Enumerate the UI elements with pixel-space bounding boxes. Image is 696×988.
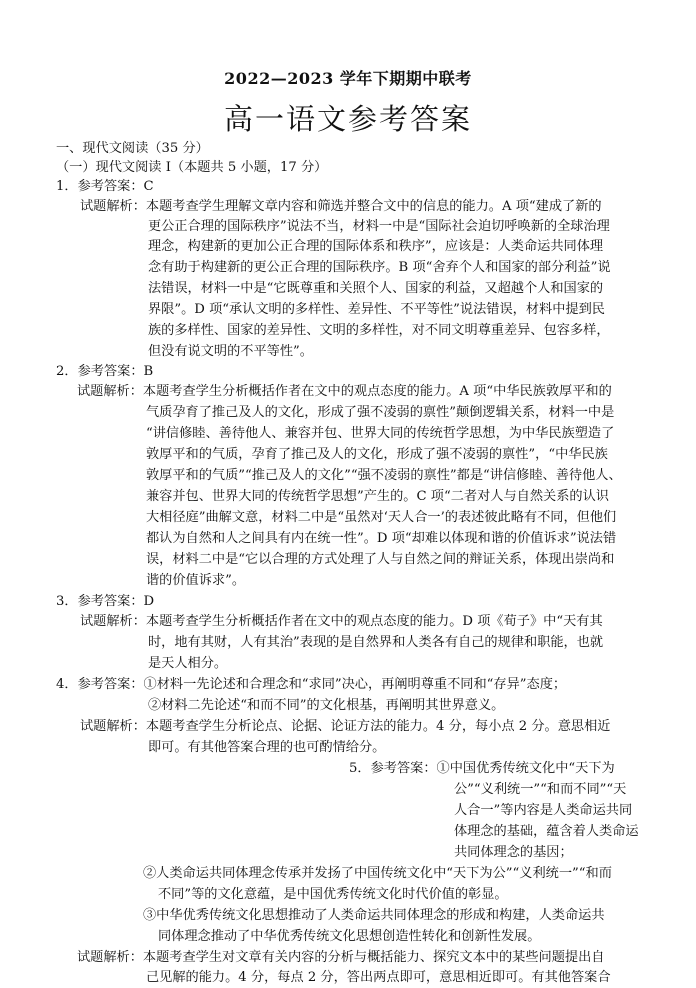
q1-answer: 1．参考答案：C <box>56 179 154 194</box>
q1-analysis-line: 念有助于构建新的更公正合理的国际秩序。B 项“舍弃个人和国家的部分利益”说 <box>148 260 611 275</box>
q5-point3-line: 同体理念推动了中华优秀传统文化思想创造性转化和创新性发展。 <box>158 929 541 944</box>
q5-point3-line: ③中华优秀传统文化思想推动了人类命运共同体理念的形成和构建，人类命运共 <box>143 908 605 923</box>
q3-analysis-line: 时，地有其财，人有其治”表现的是自然界和人类各有自己的规律和职能，也就 <box>148 635 604 650</box>
q2-analysis-line: 误，材料二中是“它以合理的方式处理了人与自然之间的辩证关系，体现出崇尚和 <box>146 552 615 567</box>
q1-analysis-line: 但没有说文明的不平等性”。 <box>148 344 313 359</box>
q2-analysis-line: 试题解析：本题考查学生分析概括作者在文中的观点态度的能力。A 项“中华民族敦厚平和的 <box>77 384 612 399</box>
q5-answer-cont: 人合一”等内容是人类命运共同 <box>454 803 633 818</box>
q5-answer: 5．参考答案：①中国优秀传统文化中“天下为 <box>349 761 615 776</box>
q1-analysis-line: 界限”。D 项“承认文明的多样性、差异性、不平等性”说法错误，材料中提到民 <box>148 302 605 317</box>
q5-point2-line: ②人类命运共同体理念传承并发扬了中国传统文化中“天下为公”“义利统一”“和而 <box>143 866 612 881</box>
q1-analysis-line: 更公正合理的国际秩序”说法不当，材料一中是“国际社会迫切呼唤新的全球治理 <box>148 219 610 234</box>
q2-answer: 2．参考答案：B <box>56 364 154 379</box>
q4-answer-point2: ②材料二先论述“和而不同”的文化根基，再阐明其世界意义。 <box>148 698 505 713</box>
q4-answer: 4．参考答案：①材料一先论述和合理念和“求同”决心，再阐明尊重不同和“存异”态度； <box>56 677 567 692</box>
q2-analysis-line: 气质孕育了推己及人的文化，形成了强不凌弱的禀性”颠倒逻辑关系，材料一中是 <box>146 405 615 420</box>
q4-analysis-line: 即可。有其他答案合理的也可酌情给分。 <box>148 740 386 755</box>
page-title: 高一语文参考答案 <box>223 102 472 136</box>
q2-analysis-line: 谐的价值诉求”。 <box>146 573 246 588</box>
q5-analysis-line: 试题解析：本题考查学生对文章有关内容的分析与概括能力、探究文本中的某些问题提出自 <box>77 950 605 965</box>
section-heading: 一、现代文阅读（35 分） <box>56 141 209 156</box>
q1-analysis-line: 族的多样性、国家的差异性、文明的多样性，对不同文明尊重差异、包容多样， <box>148 323 610 338</box>
q3-analysis-line: 是天人相分。 <box>148 656 228 671</box>
q1-analysis-line: 试题解析：本题考查学生理解文章内容和筛选并整合文中的信息的能力。A 项“建成了新的 <box>80 199 602 214</box>
q1-analysis-line: 理念，构建新的更加公正合理的国际体系和秩序”，应该是：人类命运共同体理 <box>148 239 604 254</box>
q5-point2-line: 不同”等的文化意蕴，是中国优秀传统文化时代价值的彰显。 <box>158 887 508 902</box>
q4-analysis-line: 试题解析：本题考查学生分析论点、论据、论证方法的能力。4 分，每小点 2 分。意思相近 <box>80 719 611 734</box>
q2-analysis-line: “讲信修睦、善待他人、兼容并包、世界大同的传统哲学思想，为中华民族塑造了 <box>146 426 615 441</box>
q2-analysis-line: 兼容并包、世界大同的传统哲学思想”产生的。C 项“二者对人与自然关系的认识 <box>146 489 609 504</box>
q2-analysis-line: 敦厚平和的气质，孕育了推己及人的文化，形成了强不凌弱的禀性”，“中华民族 <box>146 447 608 462</box>
q1-analysis-line: 法错误，材料一中是“它既尊重和关照个人、国家的利益，又超越个人和国家的 <box>148 281 604 296</box>
q2-analysis-line: 大相径庭”曲解文意，材料二中是“虽然对‘天人合一’的表述彼此略有不同，但他们 <box>146 510 617 525</box>
q5-answer-cont: 体理念的基础，蕴含着人类命运 <box>454 824 639 839</box>
q5-answer-cont: 公”“义利统一”“和而不同”“天 <box>454 782 627 797</box>
subsection-heading: （一）现代文阅读 I（本题共 5 小题，17 分） <box>56 160 328 175</box>
q5-answer-cont: 共同体理念的基因； <box>454 845 573 860</box>
q5-analysis-line: 己见解的能力。4 分，每点 2 分，答出两点即可，意思相近即可。有其他答案合 <box>146 970 611 985</box>
q3-answer: 3．参考答案：D <box>56 594 155 609</box>
q2-analysis-line: 敦厚平和的气质”“推己及人的文化”“强不凌弱的禀性”都是“讲信修睦、善待他人、 <box>146 468 622 483</box>
exam-year-heading: 2022—2023 学年下期期中联考 <box>224 69 472 88</box>
q2-analysis-line: 都认为自然和人之间具有内在统一性”。D 项“却难以体现和谐的价值诉求”说法错 <box>146 531 617 546</box>
q3-analysis-line: 试题解析：本题考查学生分析概括作者在文中的观点态度的能力。D 项《荀子》中“天有其 <box>80 614 603 629</box>
